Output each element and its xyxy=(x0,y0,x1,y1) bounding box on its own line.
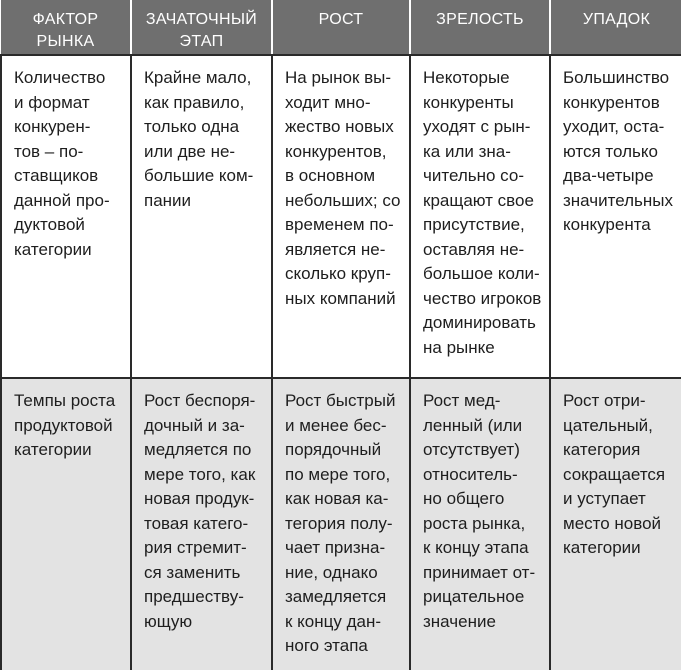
table-header xyxy=(1,0,681,55)
cell-growth: На рынок вы- ходит мно- жество новых конкурентов, в основном небольших; со временем по- является не- сколько круп- ных компаний xyxy=(272,55,410,378)
cell-embryonic: Крайне мало, как правило, только одна или две не- большие ком- пании xyxy=(131,55,272,378)
table-row xyxy=(1,55,681,378)
cell-factor: Количество и формат конкурен- тов – по- ставщиков данной про- дуктовой категории xyxy=(1,55,131,378)
header-growth: РОСТ xyxy=(272,0,410,55)
table-row xyxy=(1,378,681,670)
cell-growth: Рост быстрый и менее бес- порядочный по мере того, как новая ка- тегория полу- чает призна- ние, однако замедляется к концу дан- ного этапа xyxy=(272,378,410,670)
header-maturity: ЗРЕЛОСТЬ xyxy=(410,0,550,55)
cell-maturity: Некоторые конкуренты уходят с рын- ка или зна- чительно со- кращают свое присутствие, оставляя не- большое коли- чество игроков доминировать на рынке xyxy=(410,55,550,378)
cell-embryonic: Рост беспоря- дочный и за- медляется по мере того, как новая продук- товая катего- рия стремит- ся заменить предшеству- ющую xyxy=(131,378,272,670)
header-decline: УПАДОК xyxy=(550,0,681,55)
header-row xyxy=(1,0,681,55)
header-market-factor: ФАКТОР РЫНКА xyxy=(1,0,131,55)
header-embryonic-stage: ЗАЧАТОЧНЫЙ ЭТАП xyxy=(131,0,272,55)
table-body xyxy=(1,55,681,670)
cell-factor: Темпы роста продуктовой категории xyxy=(1,378,131,670)
cell-decline: Рост отри- цательный, категория сокращается и уступает место новой категории xyxy=(550,378,681,670)
cell-decline: Большинство конкурентов уходит, оста- ются только два-четыре значительных конкурента xyxy=(550,55,681,378)
cell-maturity: Рост мед- ленный (или отсутствует) относитель- но общего роста рынка, к концу этапа принимает от- рицательное значение xyxy=(410,378,550,670)
